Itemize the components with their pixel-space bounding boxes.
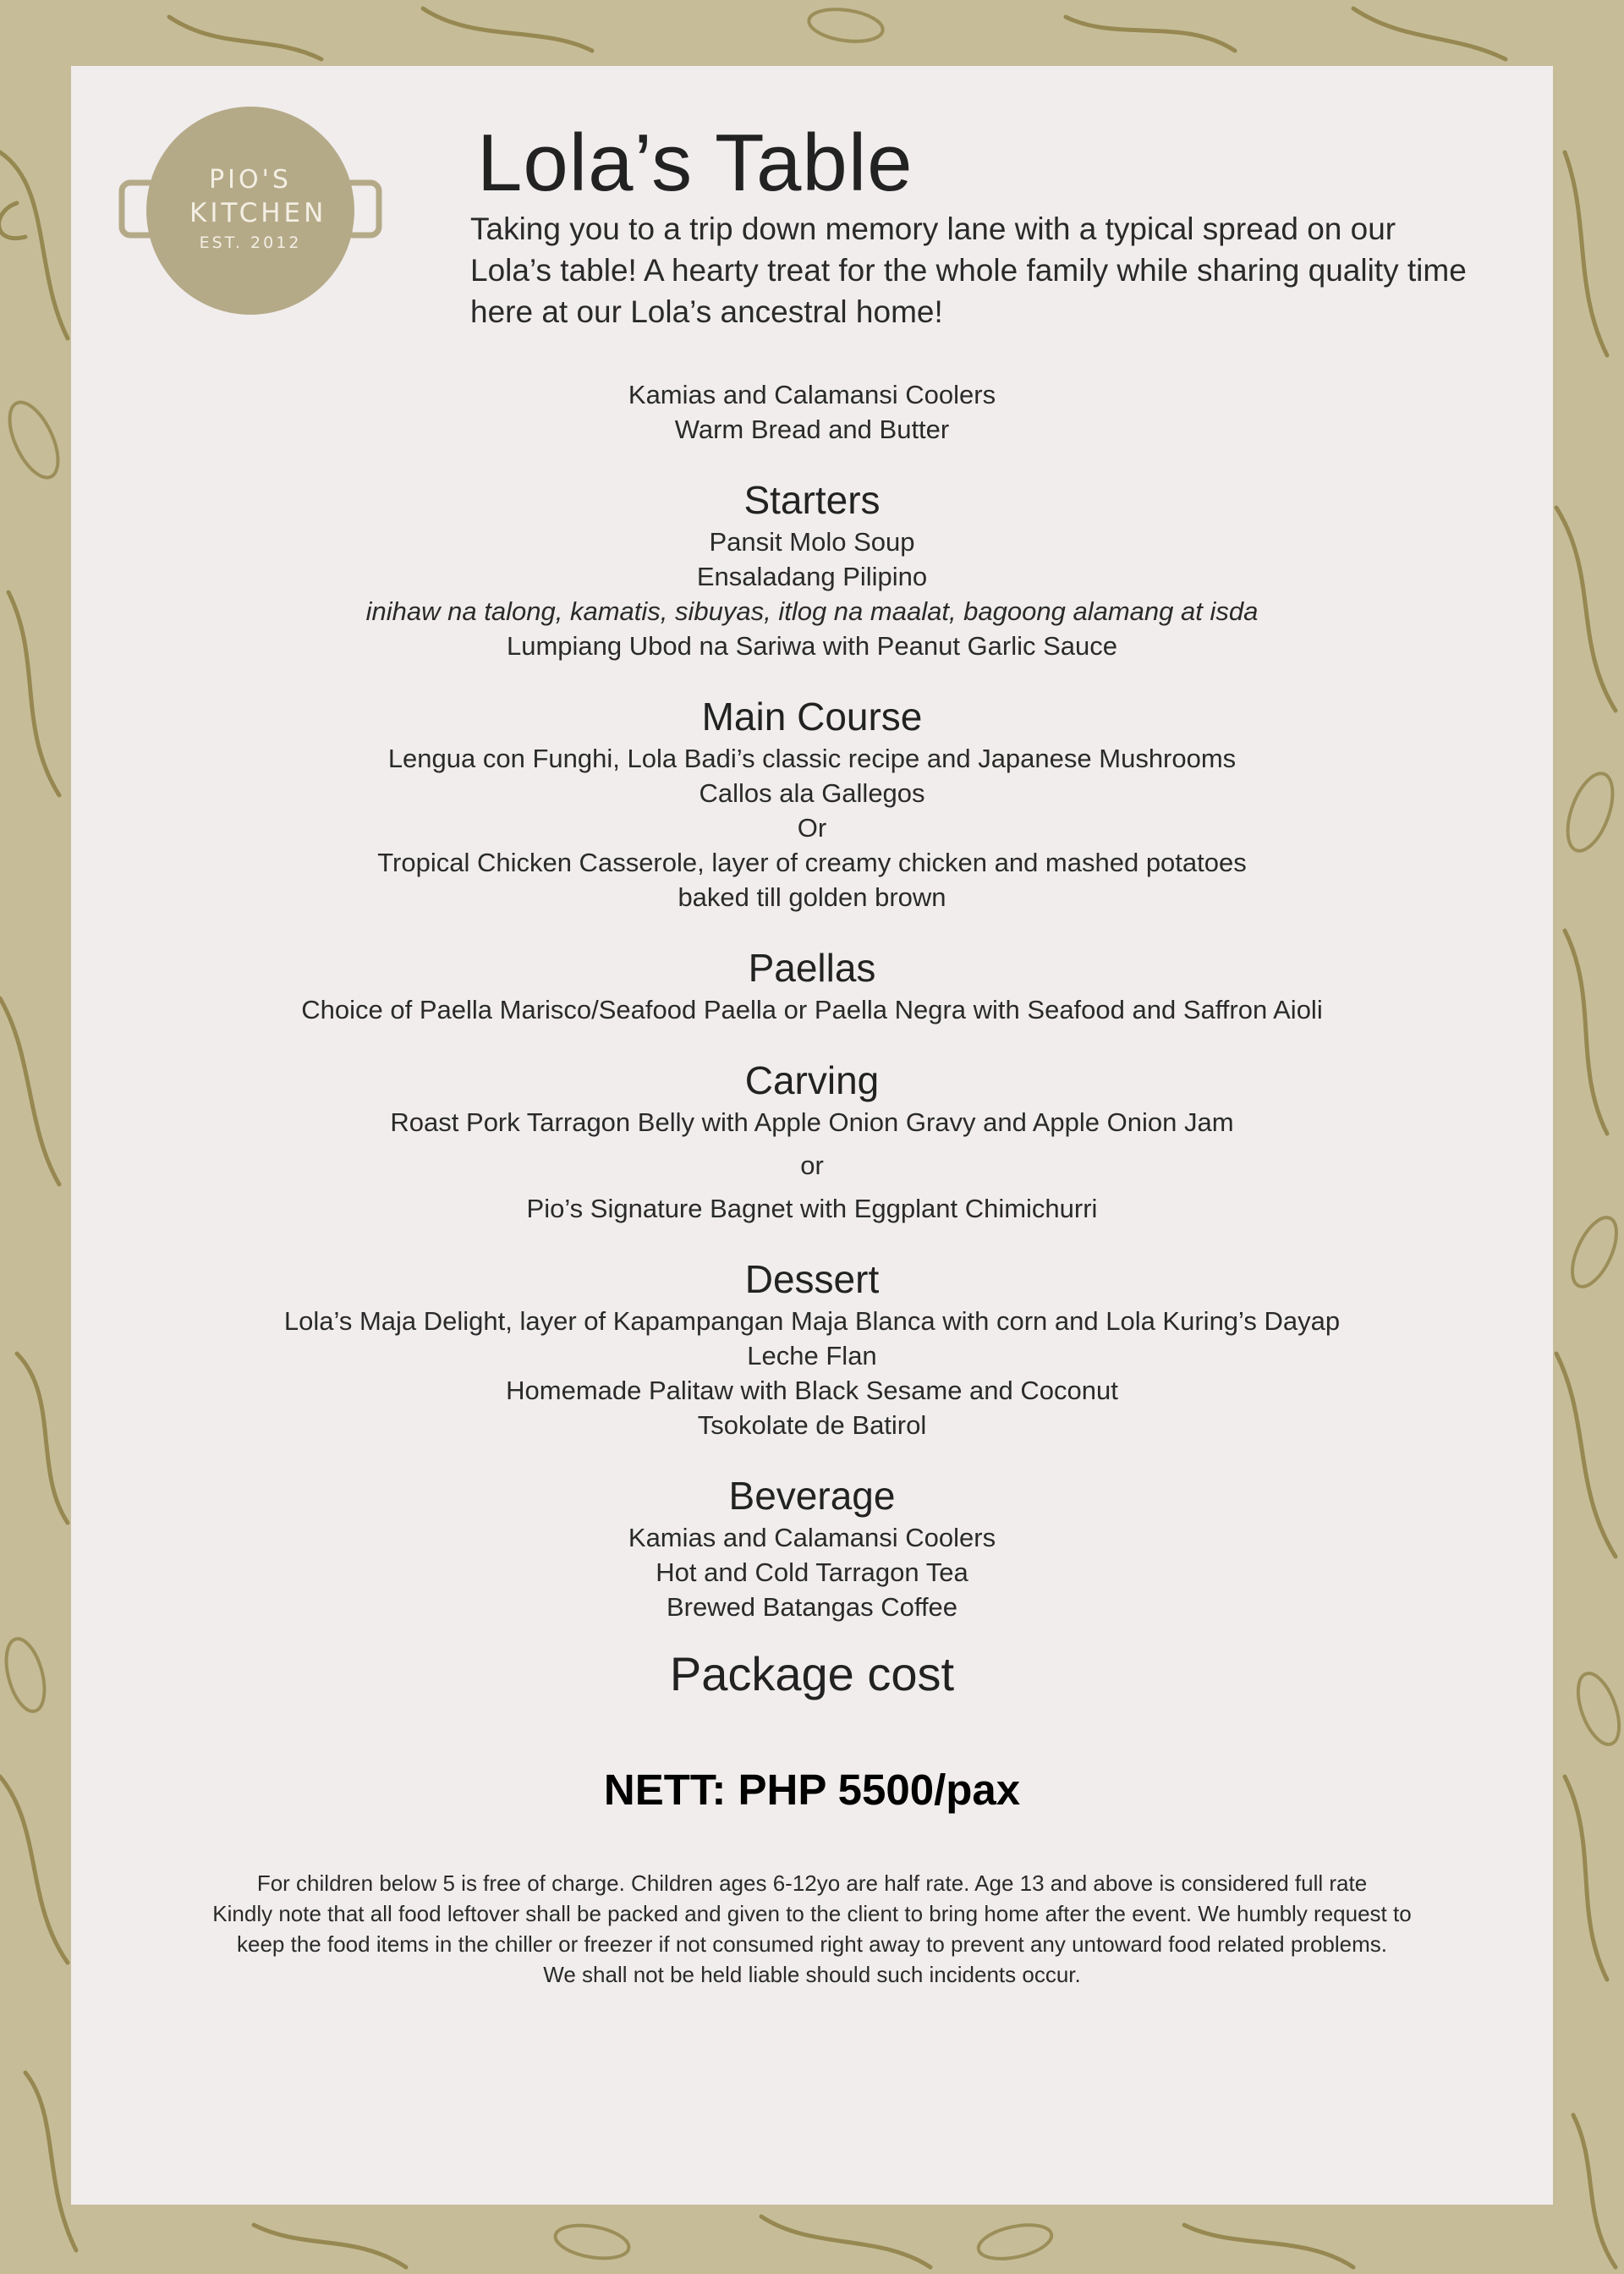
- note-line: Kindly note that all food leftover shall be packed and given to the client to bring home after the event. We humbly request to: [212, 1901, 1412, 1926]
- beverage-section: [71, 1471, 1553, 1624]
- paellas-section: [71, 943, 1553, 1027]
- menu-item: Leche Flan: [747, 1341, 877, 1370]
- package-heading: Package cost: [669, 1647, 955, 1700]
- section-heading: Carving: [744, 1058, 880, 1102]
- carving-section: [71, 1056, 1553, 1226]
- page-title: Lola’s Table: [477, 118, 914, 208]
- menu-item: Lola’s Maja Delight, layer of Kapampangan Maja Blanca with corn and Lola Kuring’s Dayap: [283, 1306, 1341, 1336]
- section-heading: Paellas: [748, 946, 876, 990]
- logo-line-3: EST. 2012: [199, 233, 302, 252]
- intro-paragraph: Taking you to a trip down memory lane with a typical spread on our Lola’s table! A hearty treat for the whole family while sharing quality time here at our Lola’s ancestral home!: [470, 211, 1467, 329]
- menu-item: Lumpiang Ubod na Sariwa with Peanut Garlic Sauce: [506, 631, 1118, 661]
- note-line: For children below 5 is free of charge. Children ages 6-12yo are half rate. Age 13 and above is considered full rate: [256, 1870, 1368, 1896]
- section-heading: Starters: [743, 478, 881, 522]
- terms-notes: [71, 1868, 1553, 1990]
- menu-item: Warm Bread and Butter: [674, 415, 950, 444]
- note-line: We shall not be held liable should such incidents occur.: [543, 1962, 1081, 1987]
- menu-card: [71, 66, 1553, 2205]
- menu-item: Callos ala Gallegos: [699, 778, 925, 808]
- menu-item: Pansit Molo Soup: [709, 527, 915, 557]
- menu-item: Kamias and Calamansi Coolers: [628, 1523, 996, 1552]
- package-price: NETT: PHP 5500/pax: [603, 1766, 1021, 1814]
- main-course-section: [71, 692, 1553, 915]
- menu-sections: [71, 377, 1553, 1990]
- section-heading: Dessert: [744, 1257, 880, 1301]
- menu-item: Homemade Palitaw with Black Sesame and Coconut: [506, 1376, 1118, 1405]
- logo-line-2: KITCHEN: [189, 198, 327, 228]
- package-section: [71, 1645, 1553, 1817]
- menu-item: Lengua con Funghi, Lola Badi’s classic recipe and Japanese Mushrooms: [387, 744, 1237, 773]
- menu-item: baked till golden brown: [678, 882, 946, 912]
- menu-item: Kamias and Calamansi Coolers: [628, 380, 996, 409]
- menu-item-separator: or: [800, 1151, 824, 1180]
- welcome-section: [71, 377, 1553, 447]
- menu-item-description: inihaw na talong, kamatis, sibuyas, itlog na maalat, bagoong alamang at isda: [365, 596, 1259, 626]
- menu-item: Tsokolate de Batirol: [697, 1410, 927, 1440]
- logo-line-1: PIO'S: [209, 165, 292, 195]
- menu-item: Hot and Cold Tarragon Tea: [656, 1557, 968, 1587]
- section-heading: Beverage: [728, 1474, 896, 1518]
- dessert-section: [71, 1255, 1553, 1442]
- menu-item-separator: Or: [797, 813, 827, 843]
- section-heading: Main Course: [701, 695, 923, 739]
- starters-section: [71, 475, 1553, 663]
- menu-item: Brewed Batangas Coffee: [666, 1592, 958, 1622]
- logo-lettering: [189, 140, 327, 255]
- note-line: keep the food items in the chiller or freezer if not consumed right away to prevent any untoward food related problems.: [237, 1931, 1387, 1957]
- menu-item: Tropical Chicken Casserole, layer of creamy chicken and mashed potatoes: [377, 848, 1247, 877]
- menu-item: Roast Pork Tarragon Belly with Apple Onion Gravy and Apple Onion Jam: [390, 1107, 1234, 1137]
- menu-item: Choice of Paella Marisco/Seafood Paella or Paella Negra with Seafood and Saffron Aioli: [301, 995, 1323, 1024]
- menu-item: Pio’s Signature Bagnet with Eggplant Chimichurri: [526, 1194, 1098, 1223]
- menu-item: Ensaladang Pilipino: [696, 562, 928, 591]
- pios-kitchen-logo: [118, 105, 382, 316]
